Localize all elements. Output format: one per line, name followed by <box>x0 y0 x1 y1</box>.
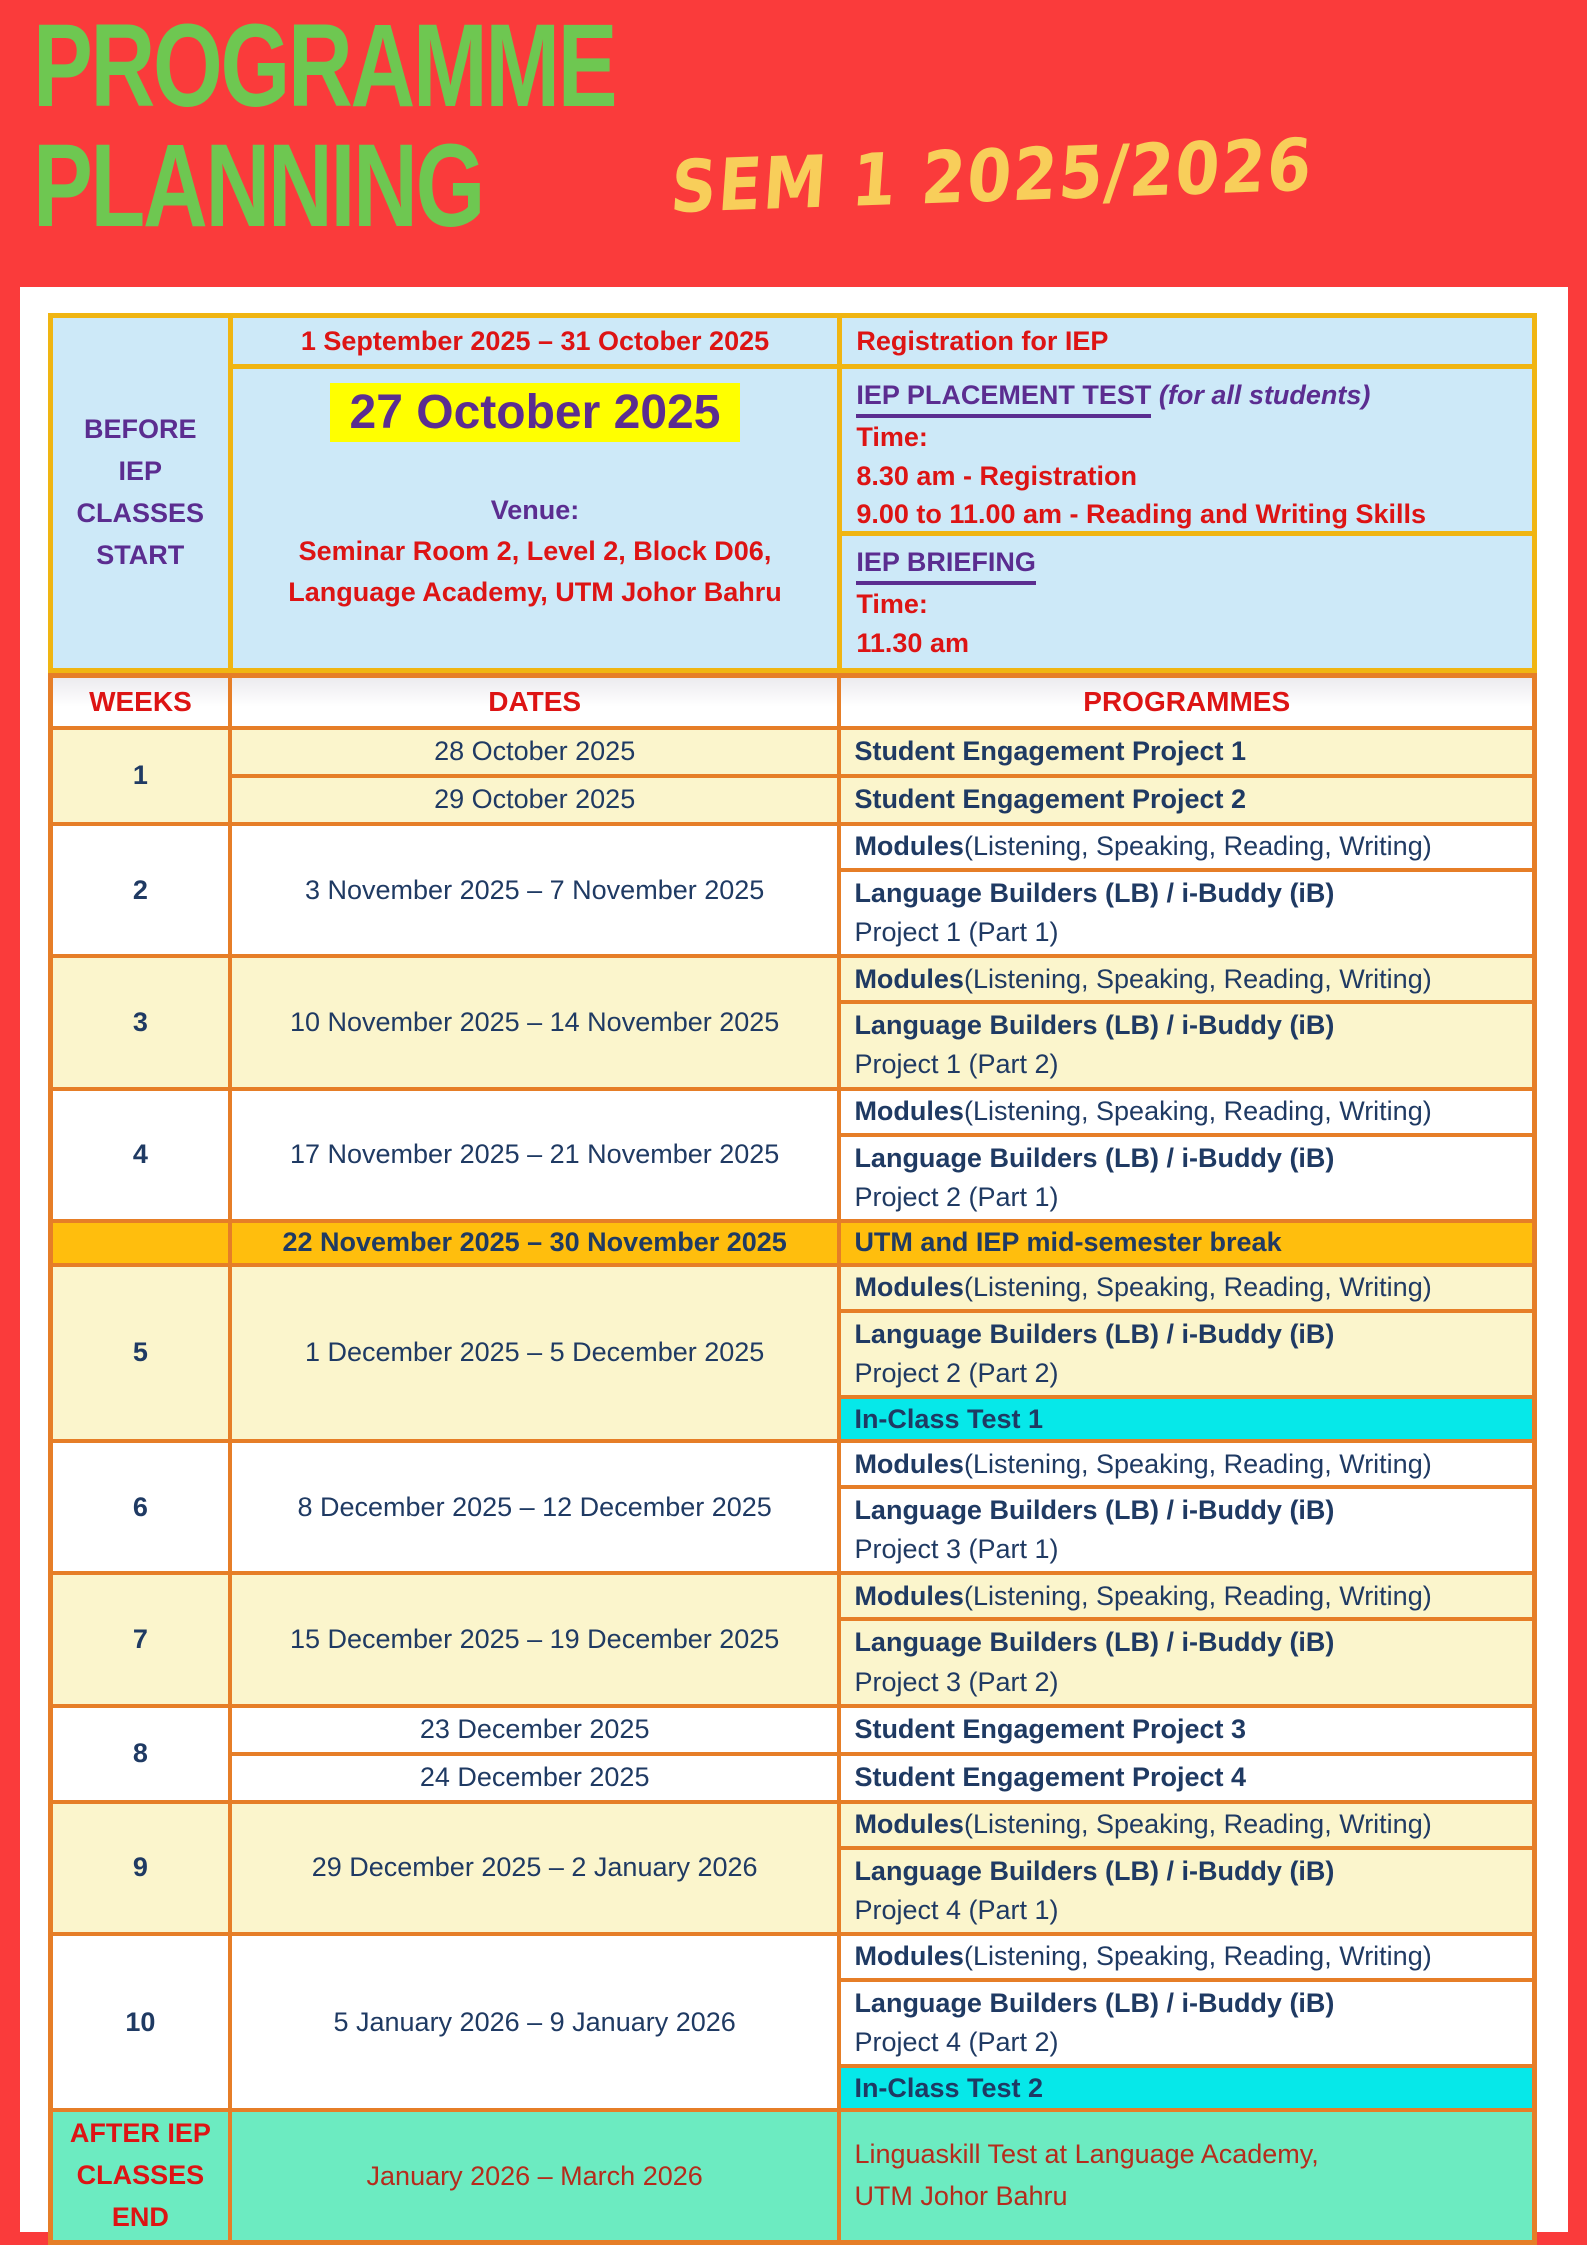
modules-label: Modules <box>854 1272 964 1303</box>
placement-test-cell <box>842 369 1532 531</box>
week-number: 1 <box>53 730 228 822</box>
week-1-subrows <box>232 730 1532 822</box>
after-iep-label-cell <box>53 2112 228 2240</box>
language-builders-cell <box>841 872 1532 954</box>
week-number: 2 <box>53 826 228 954</box>
date-cell: 3 November 2025 – 7 November 2025 <box>232 826 838 954</box>
placement-time-1: 8.30 am - Registration <box>856 460 1137 491</box>
linguaskill-cell <box>841 2112 1532 2240</box>
week-row-2 <box>53 826 1532 954</box>
title-planning: PLANNING <box>33 120 484 253</box>
language-builders-cell <box>841 1982 1532 2064</box>
week-row-10 <box>53 1936 1532 2108</box>
programme-cell: Student Engagement Project 1 <box>841 730 1532 774</box>
programme-cell: Student Engagement Project 3 <box>841 1708 1532 1752</box>
week-row-7 <box>53 1575 1532 1703</box>
placement-date-venue-cell <box>233 369 838 668</box>
placement-test-title-line <box>856 376 1518 418</box>
in-class-test-cell: In-Class Test 2 <box>841 2068 1532 2108</box>
title-row-2 <box>33 120 1401 253</box>
week-row-6 <box>53 1443 1532 1571</box>
date-cell: 5 January 2026 – 9 January 2026 <box>232 1936 838 2108</box>
linguaskill-line-1: Linguaskill Test at Language Academy, <box>854 2139 1319 2170</box>
date-cell: 1 December 2025 – 5 December 2025 <box>232 1267 838 1439</box>
language-builders-cell <box>841 1621 1532 1703</box>
registration-period-cell: 1 September 2025 – 31 October 2025 <box>233 318 838 364</box>
programmes-column <box>841 1936 1532 2108</box>
after-iep-row <box>53 2112 1532 2240</box>
placement-test-title: IEP PLACEMENT TEST <box>856 376 1151 418</box>
week-number: 9 <box>53 1804 228 1932</box>
week-row-3 <box>53 958 1532 1086</box>
in-class-test-cell: In-Class Test 1 <box>841 1399 1532 1439</box>
date-cell: 24 December 2025 <box>232 1756 838 1800</box>
programmes-column <box>841 1575 1532 1703</box>
venue-line-2: Language Academy, UTM Johor Bahru <box>288 577 782 608</box>
modules-cell <box>841 826 1532 868</box>
venue-label: Venue: <box>490 495 580 525</box>
language-builders-line: Language Builders (LB) / i-Buddy (iB) <box>854 877 1335 908</box>
title-semester: SEM 1 2025/2026 <box>668 121 1317 229</box>
week-row-9 <box>53 1804 1532 1932</box>
break-label-cell: UTM and IEP mid-semester break <box>841 1223 1532 1263</box>
header-dates: DATES <box>232 678 838 726</box>
modules-detail: (Listening, Speaking, Reading, Writing) <box>963 1941 1432 1972</box>
header-weeks: WEEKS <box>53 678 228 726</box>
empty-week-cell <box>53 1223 228 1263</box>
linguaskill-line-2: UTM Johor Bahru <box>854 2181 1068 2212</box>
modules-label: Modules <box>854 1448 964 1479</box>
language-builders-cell <box>841 1313 1532 1395</box>
placement-test-note: (for all students) <box>1151 380 1371 410</box>
after-iep-label: AFTER IEP CLASSES END <box>69 2118 211 2233</box>
week-number: 7 <box>53 1575 228 1703</box>
modules-cell <box>841 958 1532 1000</box>
week-number: 3 <box>53 958 228 1086</box>
programmes-column <box>841 1267 1532 1439</box>
briefing-time: 11.30 am <box>856 627 969 658</box>
language-builders-line: Language Builders (LB) / i-Buddy (iB) <box>854 1855 1335 1886</box>
modules-detail: (Listening, Speaking, Reading, Writing) <box>963 1448 1432 1479</box>
language-builders-line: Language Builders (LB) / i-Buddy (iB) <box>854 1987 1335 2018</box>
modules-label: Modules <box>854 831 964 862</box>
project-line: Project 1 (Part 1) <box>854 917 1059 948</box>
briefing-time-label: Time: <box>856 589 928 620</box>
date-cell: 29 October 2025 <box>232 778 838 822</box>
week-8-subrows <box>232 1708 1532 1800</box>
modules-detail: (Listening, Speaking, Reading, Writing) <box>963 963 1432 994</box>
week-number: 8 <box>53 1708 228 1800</box>
project-line: Project 4 (Part 1) <box>854 1894 1059 1925</box>
placement-test-date: 27 October 2025 <box>330 383 741 442</box>
modules-cell <box>841 1443 1532 1485</box>
modules-detail: (Listening, Speaking, Reading, Writing) <box>963 831 1432 862</box>
before-iep-label: BEFORE IEP CLASSES START <box>76 414 205 570</box>
language-builders-cell <box>841 1850 1532 1932</box>
week-row-8 <box>53 1708 1532 1800</box>
project-line: Project 1 (Part 2) <box>854 1049 1059 1080</box>
date-cell: 8 December 2025 – 12 December 2025 <box>232 1443 838 1571</box>
week-number: 5 <box>53 1267 228 1439</box>
date-cell: 29 December 2025 – 2 January 2026 <box>232 1804 838 1932</box>
language-builders-cell <box>841 1004 1532 1086</box>
page-title <box>33 0 1401 253</box>
briefing-title: IEP BRIEFING <box>856 543 1036 585</box>
mid-semester-break-row <box>53 1223 1532 1263</box>
date-cell: 17 November 2025 – 21 November 2025 <box>232 1091 838 1219</box>
modules-cell <box>841 1575 1532 1617</box>
modules-cell <box>841 1936 1532 1978</box>
language-builders-line: Language Builders (LB) / i-Buddy (iB) <box>854 1010 1335 1041</box>
registration-label-cell: Registration for IEP <box>842 318 1532 364</box>
week-number: 4 <box>53 1091 228 1219</box>
programmes-column <box>841 1443 1532 1571</box>
modules-detail: (Listening, Speaking, Reading, Writing) <box>963 1272 1432 1303</box>
modules-cell <box>841 1804 1532 1846</box>
placement-time-2: 9.00 to 11.00 am - Reading and Writing Skills <box>856 498 1427 529</box>
modules-label: Modules <box>854 1809 964 1840</box>
modules-label: Modules <box>854 1941 964 1972</box>
week-row-1 <box>53 730 1532 822</box>
before-iep-section <box>48 313 1537 673</box>
before-iep-label-cell <box>53 318 228 668</box>
programmes-column <box>841 1091 1532 1219</box>
modules-detail: (Listening, Speaking, Reading, Writing) <box>963 1580 1432 1611</box>
week-row-5 <box>53 1267 1532 1439</box>
week-row-4 <box>53 1091 1532 1219</box>
project-line: Project 4 (Part 2) <box>854 2027 1059 2058</box>
week-number: 6 <box>53 1443 228 1571</box>
language-builders-line: Language Builders (LB) / i-Buddy (iB) <box>854 1318 1335 1349</box>
date-cell: 28 October 2025 <box>232 730 838 774</box>
project-line: Project 2 (Part 2) <box>854 1357 1059 1388</box>
content-panel <box>20 287 1568 2232</box>
programme-cell: Student Engagement Project 4 <box>841 1756 1532 1800</box>
programme-cell: Student Engagement Project 2 <box>841 778 1532 822</box>
language-builders-line: Language Builders (LB) / i-Buddy (iB) <box>854 1142 1335 1173</box>
modules-cell <box>841 1267 1532 1309</box>
venue-line-1: Seminar Room 2, Level 2, Block D06, <box>298 535 772 566</box>
programmes-column <box>841 1804 1532 1932</box>
after-date-cell: January 2026 – March 2026 <box>232 2112 838 2240</box>
table-header-row <box>53 678 1532 726</box>
date-cell: 10 November 2025 – 14 November 2025 <box>232 958 838 1086</box>
project-line: Project 3 (Part 2) <box>854 1666 1059 1697</box>
project-line: Project 3 (Part 1) <box>854 1534 1059 1565</box>
header-programmes: PROGRAMMES <box>841 678 1532 726</box>
weeks-table <box>48 673 1537 2245</box>
project-line: Project 2 (Part 1) <box>854 1181 1059 1212</box>
week-number: 10 <box>53 1936 228 2108</box>
title-programme: PROGRAMME <box>33 0 616 132</box>
date-cell: 23 December 2025 <box>232 1708 838 1752</box>
language-builders-cell <box>841 1137 1532 1219</box>
break-date-cell: 22 November 2025 – 30 November 2025 <box>232 1223 838 1263</box>
placement-time-label: Time: <box>856 422 928 453</box>
modules-detail: (Listening, Speaking, Reading, Writing) <box>963 1096 1432 1127</box>
modules-cell <box>841 1091 1532 1133</box>
date-cell: 15 December 2025 – 19 December 2025 <box>232 1575 838 1703</box>
modules-label: Modules <box>854 963 964 994</box>
programmes-column <box>841 826 1532 954</box>
language-builders-line: Language Builders (LB) / i-Buddy (iB) <box>854 1627 1335 1658</box>
modules-label: Modules <box>854 1096 964 1127</box>
programmes-column <box>841 958 1532 1086</box>
briefing-cell <box>842 536 1532 668</box>
language-builders-line: Language Builders (LB) / i-Buddy (iB) <box>854 1495 1335 1526</box>
modules-label: Modules <box>854 1580 964 1611</box>
language-builders-cell <box>841 1489 1532 1571</box>
modules-detail: (Listening, Speaking, Reading, Writing) <box>963 1809 1432 1840</box>
